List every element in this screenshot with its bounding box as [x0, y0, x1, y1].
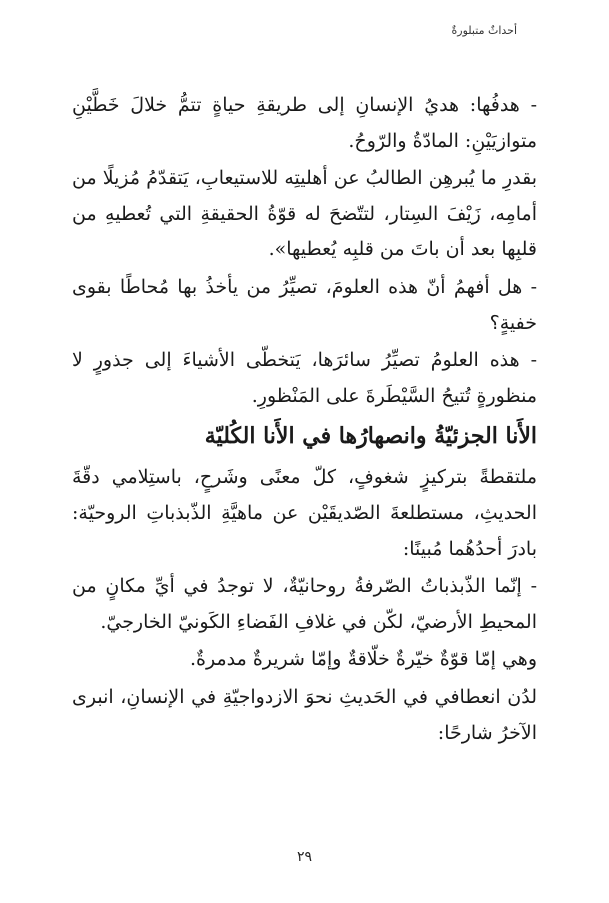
paragraph-student: بقدرِ ما يُبرهِن الطالبُ عن أهليتِه للاستيعابِ، يَتقدّمُ مُزيلًا من أمامِه، زَيْفَ السِتار، لتتّضحَ له قوّةُ الحقيقةِ التي تُعطيهِ من قلبِها بعد أن باتَ من قلبِه يُعطيها». [72, 167, 537, 261]
page-body [72, 88, 537, 753]
paragraph-question: - هل أفهمُ أنّ هذه العلومَ، تصيِّرُ من يأخذُ بها مُحاطًا بقوى خفيةٍ؟ [72, 275, 537, 334]
paragraph-good-evil: وهي إمّا قوّةٌ خيّرةٌ خلّاقةٌ وإمّا شريرةٌ مدمرةٌ. [189, 648, 537, 671]
paragraph-vibrations-spiritual: - إنّما الذّبذباتُ الصّرفةُ روحانيّةٌ، لا توجدُ في أيِّ مكانٍ من المحيطِ الأرضيّ، لكّن في غلافِ الفَضاءِ الكَونيّ الخارجيّ. [72, 575, 537, 633]
page-number: ٢٩ [296, 849, 313, 865]
paragraph-vibrations-intro: ملتقطةً بتركيزٍ شغوفٍ، كلّ معنًى وشَرحٍ، باستِلامي دقّةَ الحديثِ، مستطلعةَ الصّديقَيْن عن ماهيَّةِ الذّبذباتِ الروحيّة: بادرَ أحدُهُما مُبينًا: [72, 466, 537, 560]
paragraph-duality: لدُن انعطافي في الحَديثِ نحوَ الازدواجيّةِ في الإنسانِ، انبرى الآخرُ شارحًا: [72, 685, 537, 744]
paragraph-goal: - هدفُها: هديُ الإنسانِ إلى طريقةِ حياةٍ تتمُّ خلالَ خَطَّيْنِ متوازيَيْنِ: المادّةُ والرّوحُ. [72, 94, 537, 152]
section-heading: الأَنا الجزئيّةُ وانصهارُها في الأَنا الكُليّة [204, 423, 537, 450]
paragraph-answer: - هذه العلومُ تصيِّرُ سائرَها، يَتخطّى الأشياءَ إلى جذورٍ لا منظورةٍ تُتيحُ السَّيْطَرةَ على المَنْظورِ. [72, 349, 537, 407]
running-header: أحداثٌ متبلورةٌ [451, 24, 517, 37]
